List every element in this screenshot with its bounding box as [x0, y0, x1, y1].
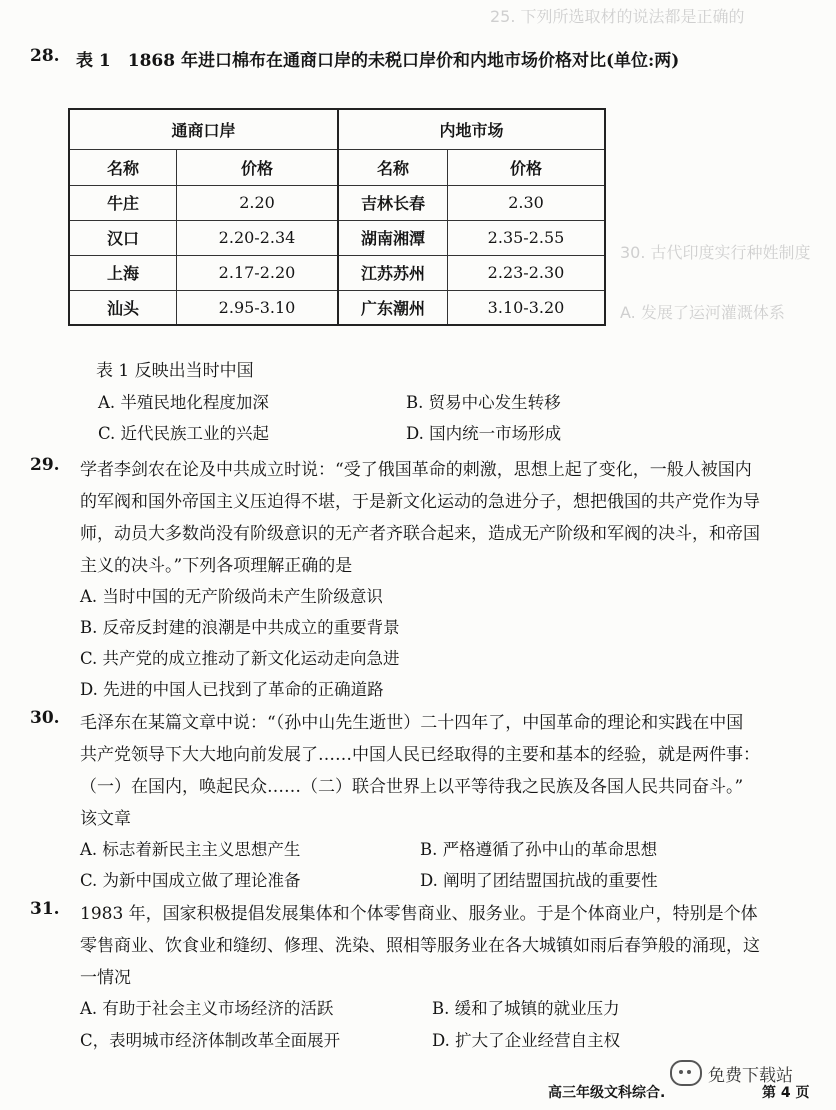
table-row [69, 290, 605, 325]
cell-inland-price: 2.30 [448, 185, 606, 220]
question-text-line: 1983 年，国家积极提倡发展集体和个体零售商业、服务业。于是个体商业户，特别是个体 [80, 904, 758, 924]
table-header-ports: 通商口岸 [69, 109, 338, 149]
option-c[interactable]: C. 近代民族工业的兴起 [98, 424, 270, 443]
question-text-line: 师，动员大多数尚没有阶级意识的无产者齐联合起来，造成无产阶级和军阀的决斗，和帝国 [80, 524, 760, 544]
question-text-line: （一）在国内，唤起民众……（二）联合世界上以平等待我之民族及各国人民共同奋斗。” [80, 777, 744, 797]
col-header-name: 名称 [69, 149, 177, 185]
question-text-line: 毛泽东在某篇文章中说：“（孙中山先生逝世）二十四年了，中国革命的理论和实践在中国 [80, 713, 744, 733]
option-d[interactable]: D. 先进的中国人已找到了革命的正确道路 [80, 680, 384, 699]
question-text-line: 零售商业、饮食业和缝纫、修理、洗染、照相等服务业在各大城镇如雨后春笋般的涌现，这 [80, 936, 760, 956]
option-c[interactable]: C，表明城市经济体制改革全面展开 [80, 1031, 341, 1050]
question-text-line: 该文章 [80, 809, 131, 829]
option-d[interactable]: D. 扩大了企业经营自主权 [432, 1031, 621, 1050]
option-b[interactable]: B. 贸易中心发生转移 [406, 393, 561, 412]
bleed-through-text: A. 发展了运河灌溉体系 [620, 303, 785, 322]
question-text-line: 学者李剑农在论及中共成立时说：“受了俄国革命的刺激，思想上起了变化，一般人被国内 [80, 460, 752, 480]
option-b[interactable]: B. 严格遵循了孙中山的革命思想 [420, 840, 658, 859]
cell-port-price: 2.95-3.10 [177, 290, 339, 325]
cell-port: 上海 [69, 255, 177, 290]
table-row [69, 185, 605, 220]
question-text-line: 共产党领导下大大地向前发展了……中国人民已经取得的主要和基本的经验，就是两件事： [80, 745, 760, 765]
cell-port-price: 2.20-2.34 [177, 220, 339, 255]
cell-inland-price: 3.10-3.20 [448, 290, 606, 325]
option-d[interactable]: D. 阐明了团结盟国抗战的重要性 [420, 871, 658, 890]
table-row [69, 255, 605, 290]
option-c[interactable]: C. 为新中国成立做了理论准备 [80, 871, 301, 890]
col-header-price: 价格 [448, 149, 606, 185]
cell-inland: 湖南湘潭 [338, 220, 448, 255]
cell-port-price: 2.17-2.20 [177, 255, 339, 290]
question-stem: 表 1 1868 年进口棉布在通商口岸的未税口岸价和内地市场价格对比(单位:两) [76, 51, 680, 71]
cell-inland-price: 2.35-2.55 [448, 220, 606, 255]
cell-inland-price: 2.23-2.30 [448, 255, 606, 290]
cell-port: 汕头 [69, 290, 177, 325]
col-header-price: 价格 [177, 149, 339, 185]
cell-port-price: 2.20 [177, 185, 339, 220]
option-a[interactable]: A. 当时中国的无产阶级尚未产生阶级意识 [80, 587, 383, 606]
question-text-line: 的军阀和国外帝国主义压迫得不堪，于是新文化运动的急进分子，想把俄国的共产党作为导 [80, 492, 760, 512]
option-b[interactable]: B. 反帝反封建的浪潮是中共成立的重要背景 [80, 618, 400, 637]
question-number: 30. [30, 708, 60, 728]
option-a[interactable]: A. 标志着新民主主义思想产生 [80, 840, 301, 859]
cell-inland: 广东潮州 [338, 290, 448, 325]
cell-inland: 吉林长春 [338, 185, 448, 220]
col-header-name: 名称 [338, 149, 448, 185]
option-c[interactable]: C. 共产党的成立推动了新文化运动走向急进 [80, 649, 400, 668]
question-number: 31. [30, 899, 60, 919]
option-a[interactable]: A. 有助于社会主义市场经济的活跃 [80, 999, 334, 1018]
option-d[interactable]: D. 国内统一市场形成 [406, 424, 562, 443]
footer-exam-name: 高三年级文科综合. [548, 1085, 666, 1101]
price-table [68, 108, 606, 326]
cell-port: 牛庄 [69, 185, 177, 220]
footer-page-number: 第 4 页 [762, 1085, 810, 1101]
wechat-icon [670, 1060, 702, 1086]
cell-inland: 江苏苏州 [338, 255, 448, 290]
bleed-through-text: 25. 下列所选取材的说法都是正确的 [490, 7, 745, 26]
table-header-inland: 内地市场 [338, 109, 605, 149]
option-b[interactable]: B. 缓和了城镇的就业压力 [432, 999, 620, 1018]
question-text-line: 主义的决斗。”下列各项理解正确的是 [80, 556, 353, 576]
bleed-through-text: 30. 古代印度实行种姓制度 [620, 243, 811, 262]
table-row [69, 220, 605, 255]
cell-port: 汉口 [69, 220, 177, 255]
question-number: 28. [30, 46, 60, 66]
question-prompt: 表 1 反映出当时中国 [96, 361, 254, 381]
question-text-line: 一情况 [80, 968, 131, 988]
question-number: 29. [30, 455, 60, 475]
watermark-text: 免费下载站 [708, 1065, 793, 1086]
option-a[interactable]: A. 半殖民地化程度加深 [98, 393, 269, 412]
